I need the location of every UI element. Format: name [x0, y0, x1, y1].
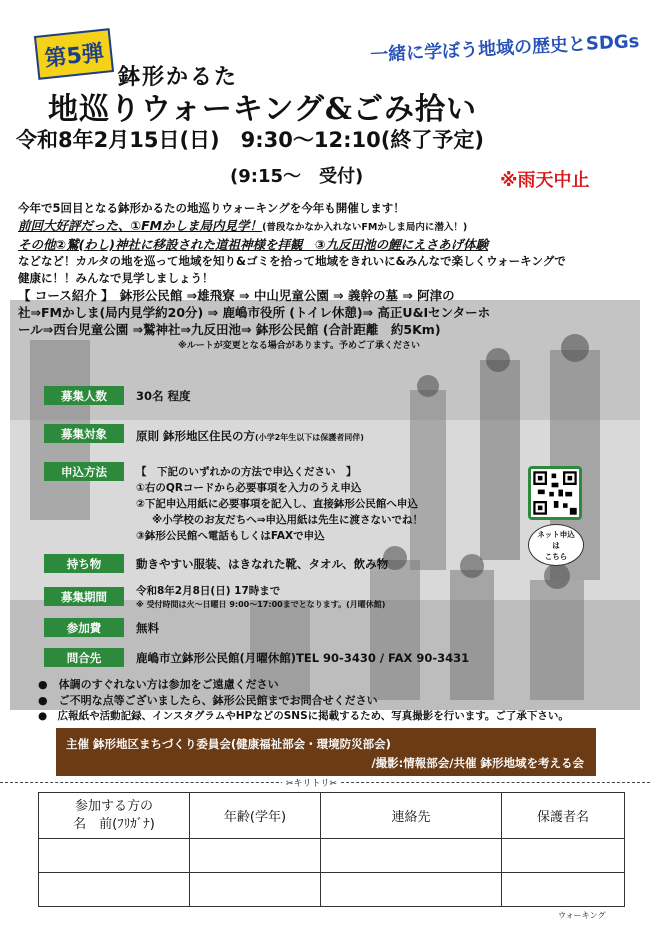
fee-label: 参加費 [44, 618, 124, 637]
fee-value: 無料 [136, 621, 159, 635]
target-value [136, 428, 364, 444]
period-note: ※ 受付時間は火〜日曜日 9:00〜17:00までとなります。(月曜休館) [136, 600, 386, 609]
intro-text [18, 200, 638, 355]
intro-line: 健康に！！みんなで見学しましょう！ [18, 271, 214, 285]
page-title: 地巡りウォーキング&ごみ拾い [48, 92, 477, 127]
footer-label: ウォーキング [558, 911, 606, 920]
route-note: ※ルートが変更となる場合があります。予めご了承ください [178, 341, 421, 351]
qr-caption [528, 524, 584, 566]
notice-text: 体調のすぐれない方は参加をご遠慮ください [58, 678, 279, 691]
notice-item: ● 広報紙や活動記録、インスタグラムやHPなどのSNSに掲載するため、写真撮影を行います。ご了承下さい。 [38, 710, 569, 722]
edition-badge: 第5弾 [34, 28, 114, 80]
method-line: 【 下記のいずれかの方法で申込ください 】 [136, 466, 357, 478]
target-text: 原則 鉢形地区住民の方 [136, 429, 256, 443]
form-header-text: 参加する方の [74, 798, 153, 814]
form-row [39, 873, 625, 907]
items-label: 持ち物 [44, 554, 124, 573]
form-cell[interactable] [190, 873, 321, 907]
notice-text: 広報紙や活動記録、インスタグラムやHPなどのSNSに掲載するため、写真撮影を行います。ご了承下さい。 [57, 710, 569, 722]
qr-caption-line: ネット申込 [537, 529, 575, 539]
form-cell[interactable] [39, 873, 190, 907]
notice-text: ご不明な点等ございましたら、鉢形公民館までお問合せください [58, 694, 378, 707]
intro-line [18, 217, 638, 236]
method-line: ②下記申込用紙に必要事項を記入し、直接鉢形公民館へ申込 [136, 498, 418, 510]
reception-time: (9:15〜 受付) [230, 166, 364, 187]
capacity-label: 募集人数 [44, 386, 124, 405]
application-form [38, 792, 625, 907]
form-cell[interactable] [190, 839, 321, 873]
form-cell[interactable] [321, 839, 502, 873]
contact-label: 問合先 [44, 648, 124, 667]
organizer-banner [56, 728, 596, 776]
qr-caption-line: こちら [544, 551, 568, 561]
form-header-age: 年齢(学年) [190, 793, 321, 839]
target-note: (小学2年生以下は保護者同伴) [255, 433, 364, 442]
form-header-contact: 連絡先 [321, 793, 502, 839]
intro-line: 今年で5回目となる鉢形かるたの地巡りウォーキングを今年も開催します！ [18, 201, 405, 215]
period-label: 募集期間 [44, 587, 124, 606]
organizer-line: 主催 鉢形地区まちづくり委員会(健康福祉部会・環境防災部会) [66, 737, 391, 751]
period-value [136, 584, 385, 612]
target-label: 募集対象 [44, 424, 124, 443]
form-row [39, 839, 625, 873]
method-value [136, 464, 423, 544]
sdgs-subtitle: 一緒に学ぼう地域の歴史とSDGs [369, 30, 640, 67]
highlight-fm: 前回大好評だった、①FMかしま局内見学！ [18, 218, 263, 233]
notice-item: ● ご不明な点等ございましたら、鉢形公民館までお問合せください [38, 694, 378, 707]
contact-value: 鹿嶋市立鉢形公民館(月曜休館)TEL 90-3430 / FAX 90-3431 [136, 651, 470, 665]
form-cell[interactable] [502, 839, 625, 873]
period-text: 令和8年2月8日(日) 17時まで [136, 585, 281, 597]
form-cell[interactable] [321, 873, 502, 907]
course-line: ール⇒西台児童公園 ⇒鷲神社⇒九反田池⇒ 鉢形公民館 (合計距離 約5Km) [18, 322, 441, 337]
form-header-name [39, 793, 190, 839]
highlight-other: その他②鷲(わし)神社に移設された道祖神様を拝観 ③九反田池の鯉にえさあげ体験 [18, 237, 489, 252]
qr-code[interactable] [528, 466, 582, 520]
form-cell[interactable] [502, 873, 625, 907]
course-line: 社⇒FMかしま(局内見学約20分) ⇒ 鹿嶋市役所 (トイレ休憩)⇒ 高正U&Iセンターホ [18, 305, 491, 320]
organizer-line: /撮影:情報部会/共催 鉢形地域を考える会 [371, 756, 584, 770]
qr-caption-line: は [552, 540, 560, 550]
method-line: ※小学校のお友だちへ⇒申込用紙は先生に渡さないでね！ [152, 514, 424, 526]
form-cell[interactable] [39, 839, 190, 873]
notice-item: ● 体調のすぐれない方は参加をご遠慮ください [38, 678, 279, 691]
course-line: 【 コース紹介 】 鉢形公民館 ⇒雄飛寮 ⇒ 中山児童公園 ⇒ 義幹の墓 ⇒ 阿津の [18, 288, 455, 303]
cut-label: ✂キリトリ✂ [282, 776, 341, 789]
intro-line: などなど！カルタの地を巡って地域を知り&ゴミを拾って地域をきれいに&みんなで楽しくウォーキングで [18, 254, 566, 268]
items-value: 動きやすい服装、はきなれた靴、タオル、飲み物 [136, 557, 389, 571]
method-label: 申込方法 [44, 462, 124, 481]
karuta-heading: 鉢形かるた [118, 65, 239, 90]
method-line: ③鉢形公民館へ電話もしくはFAXで申込 [136, 530, 325, 542]
form-header-guardian: 保護者名 [502, 793, 625, 839]
capacity-value: 30名 程度 [136, 389, 191, 403]
rain-cancel-note: ※雨天中止 [500, 170, 590, 191]
method-line: ①右のQRコードから必要事項を入力のうえ申込 [136, 482, 362, 494]
fm-note: (普段なかなか入れないFMかしま局内に潜入！) [262, 222, 468, 233]
form-header-text: 名 前(ﾌﾘｶﾞﾅ) [73, 816, 155, 832]
event-date: 令和8年2月15日(日) 9:30〜12:10(終了予定) [16, 128, 484, 152]
